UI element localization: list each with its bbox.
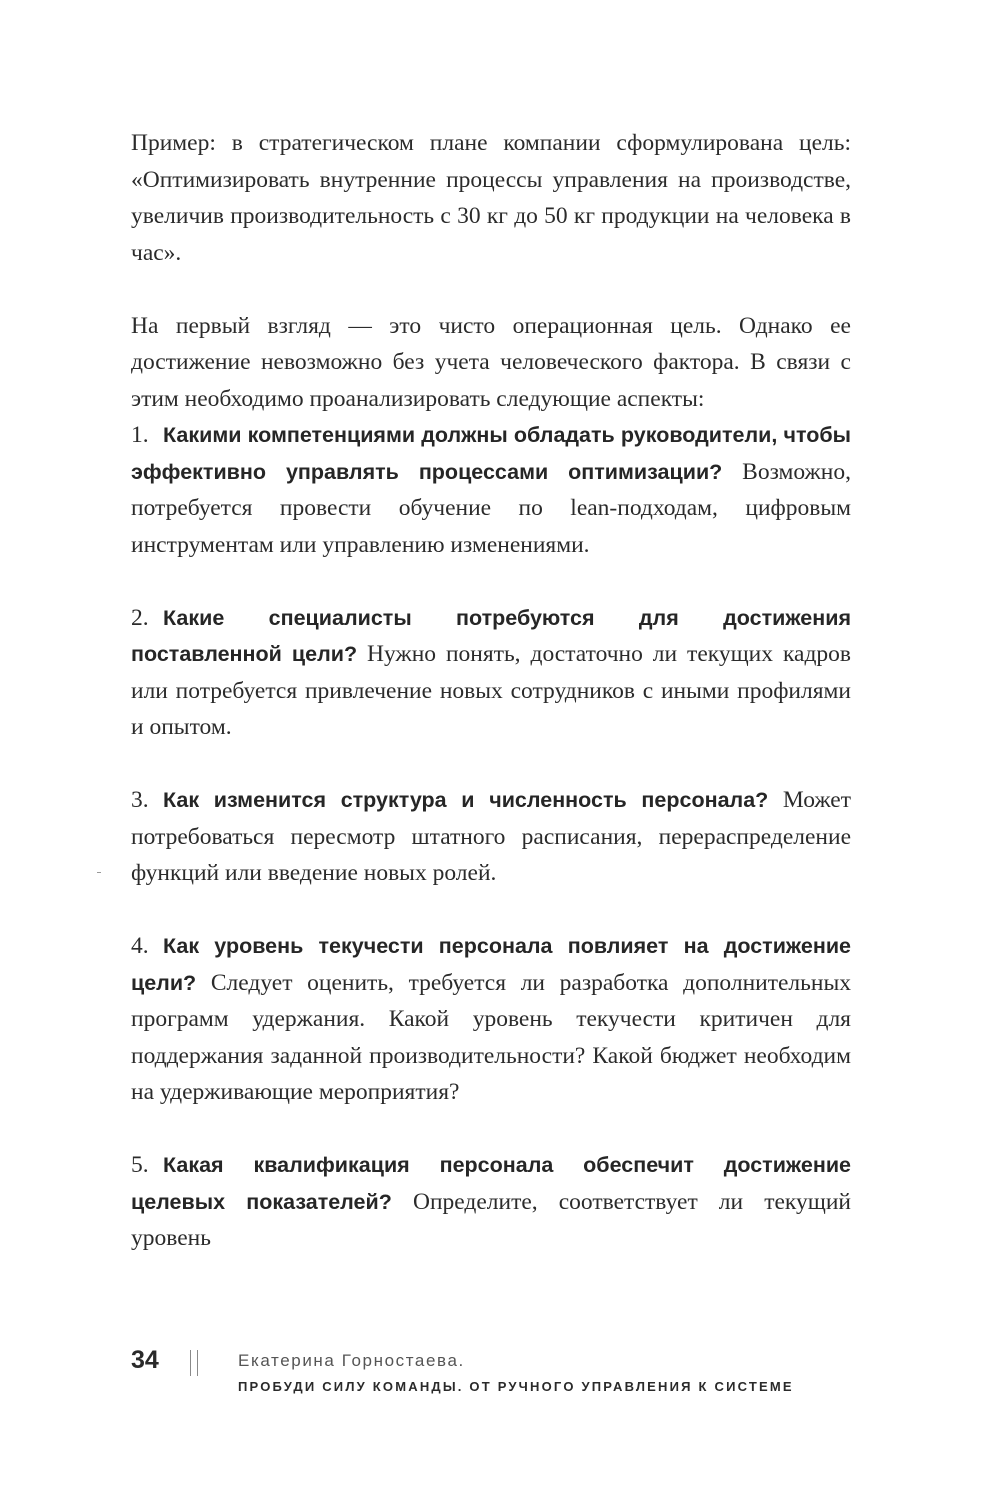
paragraph-gap (131, 746, 851, 783)
item-number: 2. (131, 604, 149, 631)
intro-paragraph (131, 308, 851, 418)
body-text (131, 125, 851, 1257)
example-text: Пример: в стратегическом плане компании сформулирована цель: «Оптимизировать внутренние процессы управления на производстве, увеличив производительность с 30 кг до 50 кг продукции на человека в час». (131, 130, 851, 266)
item-text: Определите, соответствует ли текущий уровень (131, 1188, 851, 1251)
page-footer (131, 1346, 851, 1406)
item-question: Какая квалификация персонала обеспечит достижение целевых показателей? (131, 1153, 851, 1214)
intro-text: На первый взгляд — это чисто операционная цель. Однако ее достижение невозможно без учета человеческого фактора. В связи с этим необходимо проанализировать следующие аспекты: (131, 312, 851, 412)
item-question: Как уровень текучести персонала повлияет на достижение цели? (131, 934, 851, 995)
page-number: 34 (131, 1346, 159, 1374)
list-item (131, 417, 851, 563)
footer-divider (190, 1350, 191, 1376)
list-item (131, 782, 851, 892)
item-question: Какими компетенциями должны обладать руководители, чтобы эффективно управлять процессами оптимизации? (131, 423, 851, 484)
paragraph-gap (131, 271, 851, 308)
example-paragraph (131, 125, 851, 271)
footer-divider (197, 1350, 198, 1376)
item-question: Как изменится структура и численность персонала? (163, 788, 769, 812)
footer-author: Екатерина Горностаева. (238, 1351, 465, 1370)
item-text: Может потребоваться пересмотр штатного расписания, перераспределение функций или введение новых ролей. (131, 787, 852, 886)
paragraph-gap (131, 1111, 851, 1148)
list-item (131, 600, 851, 746)
item-number: 4. (131, 933, 149, 959)
item-text: Нужно понять, достаточно ли текущих кадров или потребуется привлечение новых сотрудников с иными профилями и опытом. (131, 641, 852, 740)
paragraph-gap (131, 563, 851, 600)
list-item (131, 928, 851, 1111)
list-item (131, 1147, 851, 1257)
item-question: Какие специалисты потребуются для достижения поставленной цели? (131, 605, 851, 666)
footer-book-title: ПРОБУДИ СИЛУ КОМАНДЫ. ОТ РУЧНОГО УПРАВЛЕНИЯ К СИСТЕМЕ (238, 1379, 794, 1394)
item-text: Возможно, потребуется провести обучение по lean-подходам, цифровым инструментам или управлению изменениями. (131, 458, 851, 558)
margin-mark (97, 872, 101, 873)
paragraph-gap (131, 892, 851, 929)
item-text: Следует оценить, требуется ли разработка дополнительных программ удержания. Какой уровень текучести критичен для поддержания заданной производительности? Какой бюджет необходим на удерживающие мероприятия? (131, 969, 851, 1105)
item-number: 5. (131, 1152, 149, 1178)
item-number: 3. (131, 787, 149, 813)
item-number: 1. (131, 422, 149, 448)
